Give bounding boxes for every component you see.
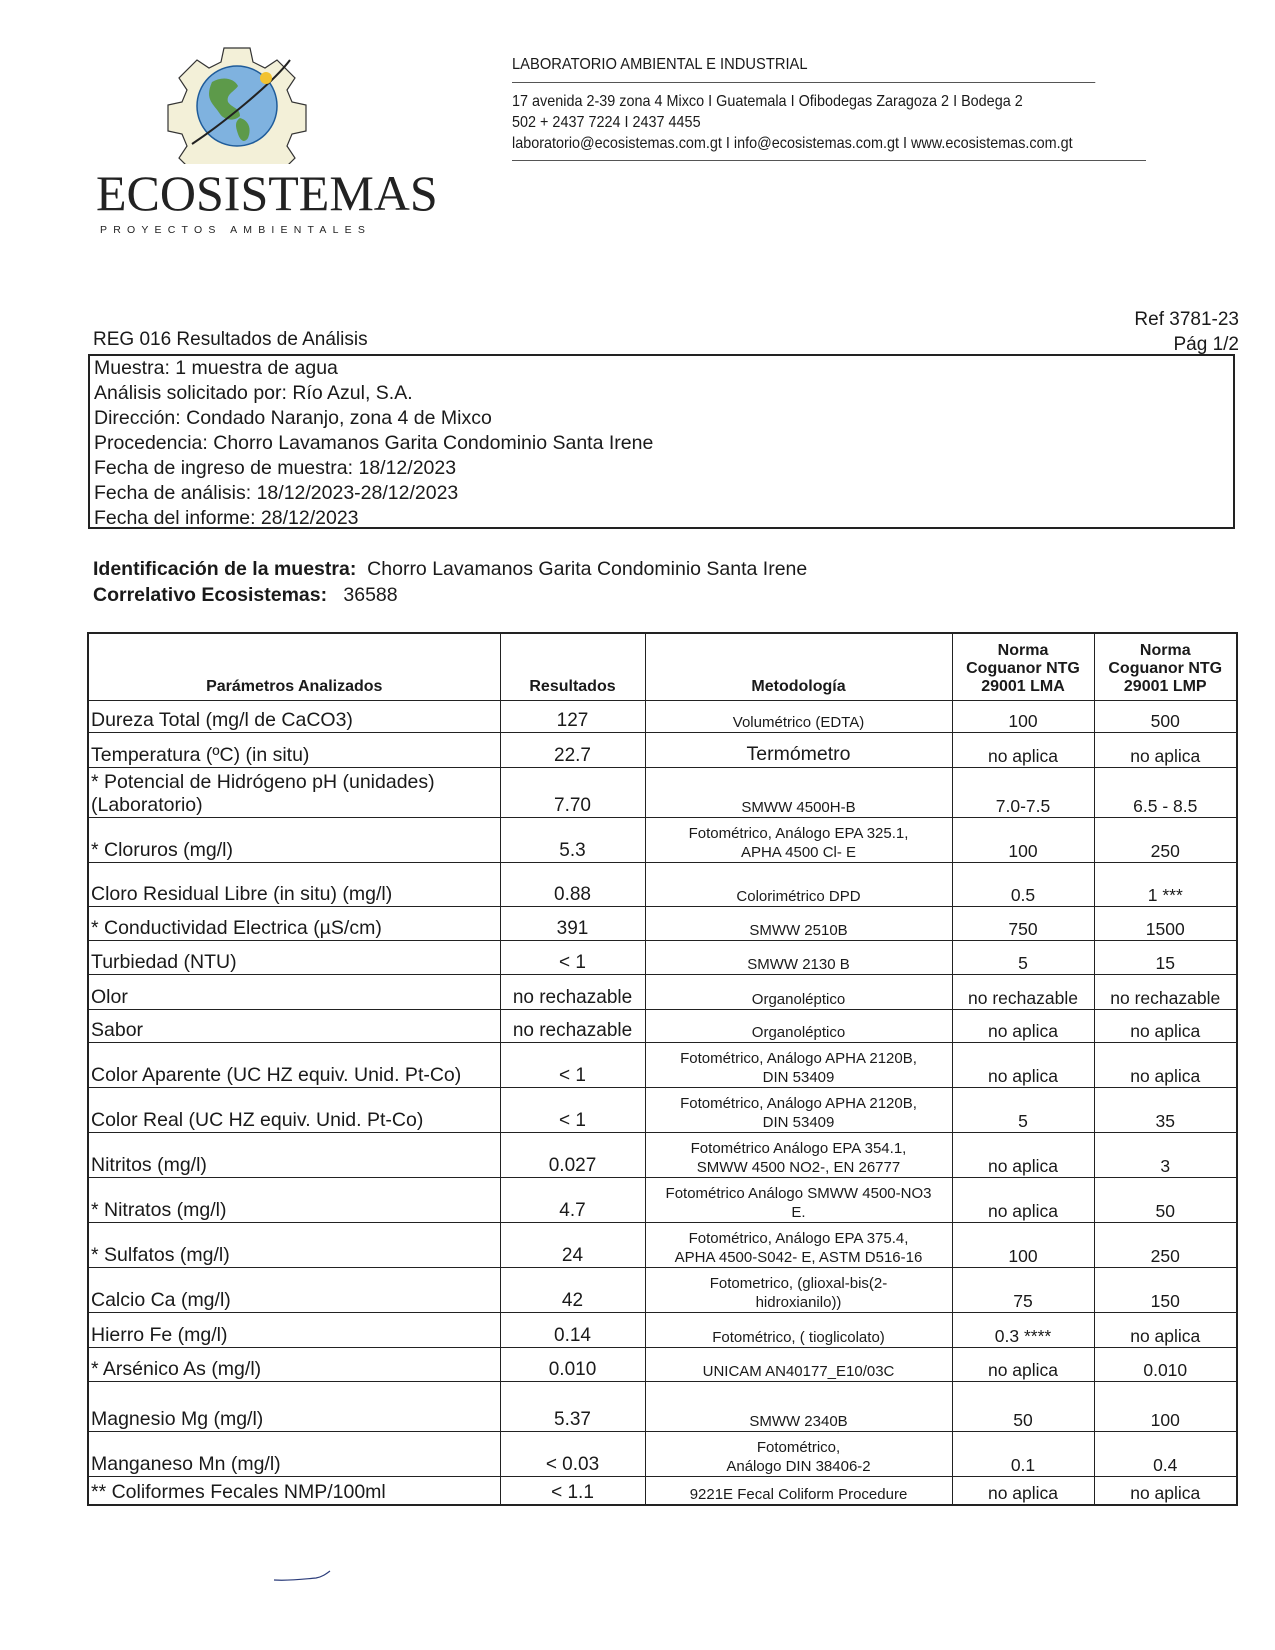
norm-lmp-cell: no aplica [1094,1313,1237,1348]
parameter-cell-line: Color Real (UC HZ equiv. Unid. Pt-Co) [91,1109,424,1131]
table-row [88,768,1237,818]
method-cell [645,1313,952,1348]
address-row: Dirección: Condado Naranjo, zona 4 de Mixco [94,407,492,429]
table-row [88,1043,1237,1088]
method-cell-line: 9221E Fecal Coliform Procedure [689,1485,908,1503]
header-lmp-line: Coguanor NTG [1108,660,1223,677]
parameter-cell-line: Sabor [91,1019,144,1041]
parameter-cell [88,1088,500,1133]
norm-lma-cell: 50 [952,1382,1094,1432]
lab-address: 17 avenida 2-39 zona 4 Mixco I Guatemala I Ofibodegas Zaragoza 2 I Bodega 2 [512,93,1023,110]
table-row [88,941,1237,975]
requested-by-row: Análisis solicitado por: Río Azul, S.A. [94,382,413,404]
page-number: Pág 1/2 [1173,334,1239,355]
method-cell-line: SMWW 2130 B [747,956,850,973]
method-cell [645,1043,952,1088]
method-cell [645,1178,952,1223]
header-results: Resultados [500,633,645,701]
result-cell: 4.7 [500,1178,645,1223]
parameter-cell [88,941,500,975]
parameter-cell [88,768,500,818]
method-cell [645,941,952,975]
norm-lma-cell: 100 [952,818,1094,863]
method-cell-line: Fotométrico, ( tioglicolato) [712,1329,885,1346]
method-cell-line: Organoléptico [751,991,846,1008]
header-norm-lmp [1094,633,1237,701]
norm-lmp-cell: 100 [1094,1382,1237,1432]
method-cell-line: SMWW 4500H-B [741,799,856,816]
results-table [87,632,1238,1506]
norm-lmp-cell: 50 [1094,1178,1237,1223]
table-row [88,701,1237,733]
norm-lmp-cell: no aplica [1094,1043,1237,1088]
method-cell-line: Análogo DIN 38406-2 [726,1458,871,1475]
parameter-cell [88,863,500,907]
parameter-cell-line: Cloro Residual Libre (in situ) (mg/l) [91,883,393,905]
norm-lmp-cell: no aplica [1094,1010,1237,1043]
norm-lma-cell: 0.3 **** [952,1313,1094,1348]
correlative-value: 36588 [343,584,398,606]
method-cell [645,1432,952,1477]
method-cell-line: Fotométrico Análogo SMWW 4500-NO3 [665,1185,932,1202]
sample-identification [93,556,807,608]
method-cell-line: UNICAM AN40177_E10/03C [702,1363,895,1380]
parameter-cell-line: Olor [91,986,128,1008]
parameter-cell-line: (Laboratorio) [91,794,203,816]
norm-lma-cell: 5 [952,941,1094,975]
table-row [88,1268,1237,1313]
method-cell [645,1268,952,1313]
parameter-cell-line: Temperatura (ºC) (in situ) [91,744,310,766]
norm-lma-cell: 750 [952,907,1094,941]
method-cell-line: Fotométrico, [756,1439,841,1456]
method-cell-line: DIN 53409 [762,1069,835,1086]
method-cell-line: DIN 53409 [762,1114,835,1131]
parameter-cell [88,733,500,768]
table-row [88,863,1237,907]
table-row [88,1348,1237,1382]
method-cell-line: hidroxianilo)) [755,1294,842,1311]
ref-number: Ref 3781-23 [1134,309,1239,330]
norm-lmp-cell: 0.010 [1094,1348,1237,1382]
parameter-cell-line: * Conductividad Electrica (µS/cm) [91,917,382,939]
norm-lma-cell: no aplica [952,1348,1094,1382]
norm-lma-cell: no aplica [952,1178,1094,1223]
parameter-cell [88,1313,500,1348]
method-cell [645,1088,952,1133]
method-cell [645,863,952,907]
parameter-cell [88,1043,500,1088]
parameter-cell-line: Dureza Total (mg/l de CaCO3) [91,709,353,731]
table-row [88,1010,1237,1043]
norm-lmp-cell: 250 [1094,1223,1237,1268]
table-row [88,733,1237,768]
norm-lma-cell: no aplica [952,733,1094,768]
norm-lma-cell: no aplica [952,1477,1094,1505]
lab-phones: 502 + 2437 7224 I 2437 4455 [512,114,701,131]
table-row [88,1088,1237,1133]
parameter-cell-line: Manganeso Mn (mg/l) [91,1453,281,1475]
method-cell-line: Fotométrico, Análogo EPA 325.1, [688,825,909,842]
parameter-cell [88,1178,500,1223]
method-cell [645,1133,952,1178]
lab-header [512,56,1146,161]
result-cell: < 1 [500,1043,645,1088]
table-row [88,1223,1237,1268]
parameter-cell [88,1010,500,1043]
method-cell [645,1010,952,1043]
norm-lma-cell: 100 [952,1223,1094,1268]
logo-wordmark: ECOSISTEMAS [96,165,438,221]
norm-lmp-cell: 150 [1094,1268,1237,1313]
method-cell-line: Fotométrico, Análogo APHA 2120B, [680,1095,917,1112]
norm-lmp-cell: 15 [1094,941,1237,975]
parameter-cell-line: Turbiedad (NTU) [91,951,237,973]
header-lma-line: Norma [997,642,1049,659]
method-cell-line: Fotometrico, (glioxal-bis(2- [709,1275,888,1292]
parameter-cell [88,1268,500,1313]
origin-row: Procedencia: Chorro Lavamanos Garita Condominio Santa Irene [94,432,654,454]
method-cell-line: Organoléptico [751,1024,846,1041]
parameter-cell [88,975,500,1010]
result-cell: 5.3 [500,818,645,863]
norm-lma-cell: 75 [952,1268,1094,1313]
method-cell-line: Fotométrico Análogo EPA 354.1, [690,1140,907,1157]
intake-date-row: Fecha de ingreso de muestra: 18/12/2023 [94,457,457,479]
header-lmp-line: Norma [1139,642,1191,659]
result-cell: no rechazable [500,975,645,1010]
method-cell [645,733,952,768]
results-body [88,701,1237,1505]
ident-value: Chorro Lavamanos Garita Condominio Santa Irene [367,558,808,580]
result-cell: 42 [500,1268,645,1313]
result-cell: < 1 [500,941,645,975]
table-row [88,975,1237,1010]
header-lmp-line: 29001 LMP [1123,678,1207,695]
lab-contact: laboratorio@ecosistemas.com.gt I info@ecosistemas.com.gt I www.ecosistemas.com.gt [512,135,1073,152]
norm-lmp-cell: no rechazable [1094,975,1237,1010]
method-cell [645,818,952,863]
logo-tagline: PROYECTOS AMBIENTALES [100,224,372,236]
result-cell: < 0.03 [500,1432,645,1477]
table-row [88,1313,1237,1348]
parameter-cell-line: * Nitratos (mg/l) [91,1199,227,1221]
parameter-cell [88,1477,500,1505]
ident-label: Identificación de la muestra: [93,558,357,580]
norm-lma-cell: 0.5 [952,863,1094,907]
table-row [88,818,1237,863]
method-cell-line: Termómetro [746,743,851,765]
method-cell-line: Colorimétrico DPD [736,888,861,905]
parameter-cell [88,1348,500,1382]
result-cell: 0.027 [500,1133,645,1178]
norm-lmp-cell: 1 *** [1094,863,1237,907]
header-norm-lma [952,633,1094,701]
norm-lmp-cell: no aplica [1094,733,1237,768]
result-cell: < 1.1 [500,1477,645,1505]
method-cell [645,975,952,1010]
table-row [88,907,1237,941]
method-cell-line: SMWW 4500 NO2-, EN 26777 [696,1159,901,1176]
parameter-cell-line: Color Aparente (UC HZ equiv. Unid. Pt-Co) [91,1064,462,1086]
parameter-cell [88,818,500,863]
result-cell: < 1 [500,1088,645,1133]
norm-lmp-cell: no aplica [1094,1477,1237,1505]
parameter-cell-line: * Potencial de Hidrógeno pH (unidades) [91,771,435,793]
method-cell-line: APHA 4500 Cl- E [740,844,857,861]
method-cell-line: APHA 4500-S042- E, ASTM D516-16 [674,1249,923,1266]
result-cell: no rechazable [500,1010,645,1043]
method-cell [645,1382,952,1432]
method-cell-line: Fotométrico, Análogo EPA 375.4, [688,1230,909,1247]
result-cell: 24 [500,1223,645,1268]
method-cell [645,907,952,941]
table-row [88,1477,1237,1505]
sample-info-box [88,354,1235,529]
parameter-cell-line: Hierro Fe (mg/l) [91,1324,228,1346]
norm-lmp-cell: 35 [1094,1088,1237,1133]
table-row [88,1133,1237,1178]
method-cell [645,1477,952,1505]
norm-lmp-cell: 0.4 [1094,1432,1237,1477]
method-cell-line: SMWW 2340B [749,1413,848,1430]
parameter-cell-line: Nitritos (mg/l) [91,1154,207,1176]
parameter-cell-line: * Cloruros (mg/l) [91,839,233,861]
header-parameters: Parámetros Analizados [88,633,500,701]
method-cell-line: Volumétrico (EDTA) [732,714,865,731]
result-cell: 127 [500,701,645,733]
parameter-cell-line: * Arsénico As (mg/l) [91,1358,262,1380]
result-cell: 0.88 [500,863,645,907]
norm-lma-cell: no rechazable [952,975,1094,1010]
method-cell-line: Fotométrico, Análogo APHA 2120B, [680,1050,917,1067]
parameter-cell [88,1382,500,1432]
result-cell: 5.37 [500,1382,645,1432]
norm-lmp-cell: 1500 [1094,907,1237,941]
parameter-cell [88,1133,500,1178]
method-cell-line: SMWW 2510B [749,922,848,939]
parameter-cell [88,1432,500,1477]
norm-lma-cell: 7.0-7.5 [952,768,1094,818]
parameter-cell-line: Calcio Ca (mg/l) [91,1289,231,1311]
signature-mark-icon [272,1570,332,1584]
report-reference [1134,307,1239,357]
table-row [88,1382,1237,1432]
parameter-cell [88,1223,500,1268]
correlative-label: Correlativo Ecosistemas: [93,584,328,606]
report-date-row: Fecha del informe: 28/12/2023 [94,507,359,529]
analysis-date-row: Fecha de análisis: 18/12/2023-28/12/2023 [94,482,459,504]
parameter-cell-line: * Sulfatos (mg/l) [91,1244,230,1266]
lab-name: LABORATORIO AMBIENTAL E INDUSTRIAL [512,56,1095,83]
company-logo [92,44,438,244]
report-title: REG 016 Resultados de Análisis [93,329,368,350]
norm-lmp-cell: 250 [1094,818,1237,863]
method-cell [645,1348,952,1382]
table-row [88,1178,1237,1223]
norm-lma-cell: no aplica [952,1133,1094,1178]
gear-globe-icon [162,44,312,164]
norm-lma-cell: 5 [952,1088,1094,1133]
norm-lmp-cell: 500 [1094,701,1237,733]
header-lma-line: Coguanor NTG [966,660,1080,677]
parameter-cell [88,701,500,733]
result-cell: 0.14 [500,1313,645,1348]
table-header-row [88,633,1237,701]
result-cell: 7.70 [500,768,645,818]
method-cell-line: E. [791,1204,806,1221]
parameter-cell-line: Magnesio Mg (mg/l) [91,1408,264,1430]
method-cell [645,1223,952,1268]
table-row [88,1432,1237,1477]
method-cell [645,768,952,818]
result-cell: 0.010 [500,1348,645,1382]
sample-row: Muestra: 1 muestra de agua [94,357,338,379]
norm-lmp-cell: 6.5 - 8.5 [1094,768,1237,818]
norm-lma-cell: 0.1 [952,1432,1094,1477]
method-cell [645,701,952,733]
header-lma-line: 29001 LMA [981,678,1065,695]
parameter-cell-line: ** Coliformes Fecales NMP/100ml [91,1480,386,1503]
result-cell: 391 [500,907,645,941]
norm-lma-cell: no aplica [952,1010,1094,1043]
norm-lmp-cell: 3 [1094,1133,1237,1178]
norm-lma-cell: 100 [952,701,1094,733]
result-cell: 22.7 [500,733,645,768]
parameter-cell [88,907,500,941]
header-methodology: Metodología [645,633,952,701]
norm-lma-cell: no aplica [952,1043,1094,1088]
